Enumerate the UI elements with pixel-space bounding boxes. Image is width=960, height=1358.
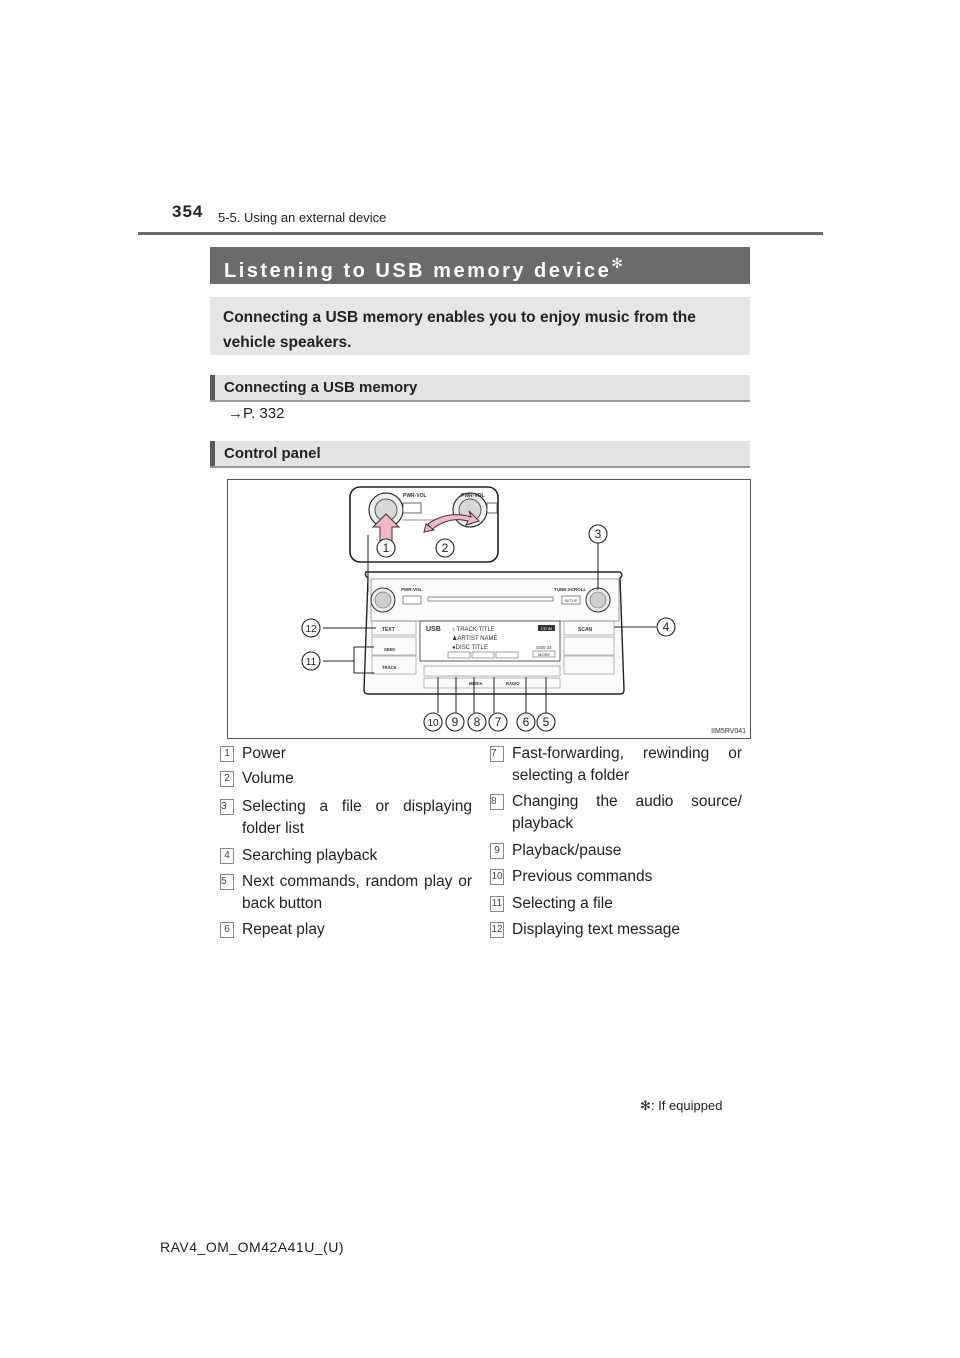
list-item-3 — [221, 796, 472, 840]
control-panel-figure — [227, 479, 751, 739]
item-label-4: Searching playback — [242, 847, 378, 864]
callout-1: 1 — [382, 541, 390, 555]
list-item-12 — [491, 919, 742, 941]
page-title — [224, 255, 623, 283]
equipped-mark: ✻ — [611, 255, 624, 271]
item-number-7: 7 — [490, 746, 504, 762]
setup-label: SETUP — [564, 599, 578, 603]
section-name: 5-5. Using an external device — [218, 210, 387, 225]
item-label-2: Volume — [242, 770, 294, 787]
knob-right-label: TUNE·SCROLL — [554, 587, 587, 592]
callout-12: 12 — [305, 624, 317, 635]
item-label-8: Changing the audio source/ playback — [512, 793, 742, 832]
item-label-1: Power — [242, 745, 286, 762]
item-label-9: Playback/pause — [512, 842, 622, 859]
knob-left-label: PWR-VOL — [401, 587, 423, 592]
scan-label: SCAN — [578, 627, 593, 633]
item-number-2: 2 — [220, 771, 234, 787]
list-item-10 — [491, 866, 742, 888]
page-title-bar — [210, 247, 750, 284]
item-number-5: 5 — [220, 874, 234, 890]
header-rule — [138, 232, 823, 235]
callout-8: 8 — [473, 715, 481, 729]
item-label-10: Previous commands — [512, 868, 653, 885]
screen-source: USB — [426, 626, 441, 633]
screen-more: MORE — [538, 652, 550, 657]
page-number: 354 — [172, 202, 204, 221]
document-footer: RAV4_OM_OM42A41U_(U) — [160, 1239, 345, 1255]
callout-4: 4 — [662, 620, 670, 634]
list-item-4 — [224, 845, 472, 867]
list-item-7 — [491, 743, 742, 787]
list-item-8 — [491, 791, 742, 835]
list-item-5 — [221, 871, 472, 915]
subhead-connecting — [210, 375, 750, 402]
item-number-10: 10 — [490, 869, 504, 885]
media-label: MEDIA — [469, 681, 483, 686]
text-button-label: TEXT — [382, 627, 395, 633]
item-label-7: Fast-forwarding, rewinding or selecting a folder — [512, 745, 742, 784]
callout-10: 10 — [427, 718, 439, 729]
radio-label: RADIO — [506, 681, 520, 686]
list-item-6 — [224, 919, 472, 941]
list-item-2 — [224, 768, 472, 790]
item-number-9: 9 — [490, 843, 504, 859]
callout-2: 2 — [441, 541, 449, 555]
inset-pwr-label-1: PWR-VOL — [403, 493, 427, 499]
item-number-1: 1 — [220, 746, 234, 762]
inset-pwr-label-2: PWR-VOL — [461, 493, 485, 499]
subhead-control-panel-label: Control panel — [224, 445, 321, 462]
item-number-6: 6 — [220, 922, 234, 938]
item-label-11: Selecting a file — [512, 895, 613, 912]
audio-unit — [364, 572, 624, 694]
track-label: TRACK — [382, 665, 397, 670]
list-item-9 — [494, 840, 742, 862]
knob-inset — [350, 487, 498, 562]
screen-disc-title: ●DISC TITLE — [452, 645, 488, 651]
item-label-12: Displaying text message — [512, 921, 680, 938]
item-label-6: Repeat play — [242, 921, 325, 938]
callout-7: 7 — [494, 715, 502, 729]
subhead-control-panel — [210, 441, 750, 468]
item-label-3: Selecting a file or displaying folder list — [242, 798, 472, 837]
callout-11: 11 — [305, 657, 317, 668]
page-title-text: Listening to USB memory device — [224, 260, 612, 282]
screen-badge: CD IN — [541, 626, 552, 631]
screen-counter: SSB-33 — [536, 645, 552, 650]
footnote: ✻: If equipped — [640, 1098, 723, 1113]
screen-artist-name: ♟ARTIST NAME — [452, 636, 498, 642]
list-item-1 — [224, 743, 472, 765]
item-number-4: 4 — [220, 848, 234, 864]
screen-track-title: ♪ TRACK TITLE — [452, 627, 495, 633]
figure-code: IIM5RV041 — [711, 728, 746, 735]
callout-3: 3 — [594, 527, 602, 541]
control-panel-illustration — [228, 480, 750, 738]
item-number-8: 8 — [490, 794, 504, 810]
item-number-11: 11 — [490, 896, 504, 912]
callout-6: 6 — [522, 715, 530, 729]
item-number-3: 3 — [220, 799, 234, 815]
intro-box — [210, 297, 750, 355]
intro-text: Connecting a USB memory enables you to enjoy music from the vehicle speakers. — [223, 309, 696, 351]
callout-5: 5 — [542, 715, 550, 729]
callout-9: 9 — [451, 715, 459, 729]
list-item-11 — [491, 893, 742, 915]
seek-label: SEEK — [384, 647, 396, 652]
item-label-5: Next commands, random play or back button — [242, 873, 472, 912]
item-number-12: 12 — [490, 922, 504, 938]
page-reference: →P. 332 — [228, 405, 285, 422]
subhead-connecting-label: Connecting a USB memory — [224, 379, 418, 396]
